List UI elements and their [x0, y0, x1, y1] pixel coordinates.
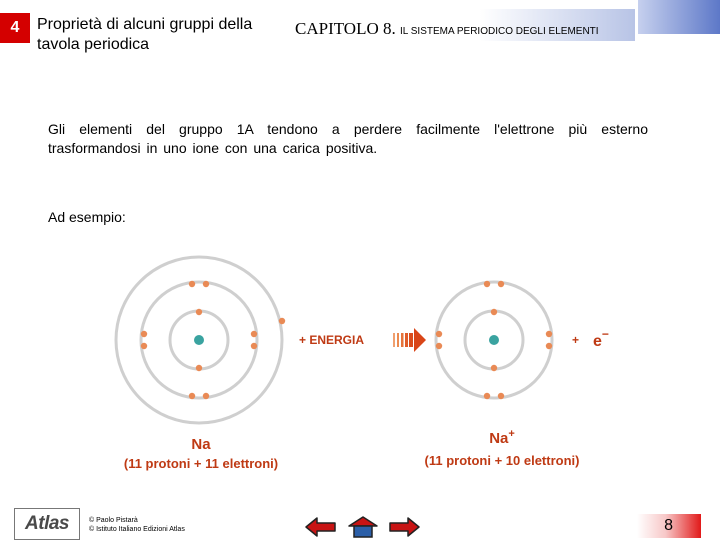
electron: [484, 281, 490, 287]
electron: [203, 393, 209, 399]
electron: [251, 343, 257, 349]
na-caption: (11 protoni + 11 elettroni): [123, 456, 279, 471]
logo-text: Atlas: [25, 513, 69, 534]
chapter-subtitle: IL SISTEMA PERIODICO DEGLI ELEMENTI: [400, 26, 599, 37]
arrow-right-icon: [386, 515, 422, 539]
na-ion-caption: (11 protoni + 10 elettroni): [424, 453, 580, 468]
electron: [491, 309, 497, 315]
arrow-left-icon: [303, 515, 339, 539]
electron: [436, 331, 442, 337]
electron-symbol: e−: [593, 327, 609, 350]
home-button[interactable]: [345, 515, 381, 539]
section-number-badge: 4: [0, 13, 30, 43]
electron: [203, 281, 209, 287]
electron: [498, 393, 504, 399]
electron: [498, 281, 504, 287]
electron: [189, 393, 195, 399]
electron: [546, 331, 552, 337]
example-label: Ad esempio:: [48, 209, 126, 225]
na-label: Na: [191, 436, 211, 453]
copyright-author: © Paolo Pistarà: [89, 517, 138, 524]
ion-nucleus: [489, 335, 499, 345]
electron: [436, 343, 442, 349]
electron: [484, 393, 490, 399]
valence-electron: [279, 318, 285, 324]
energy-arrow-icon: [393, 328, 426, 352]
copyright-publisher: © Istituto Italiano Edizioni Atlas: [89, 526, 185, 533]
section-title: Proprietà di alcuni gruppi della tavola periodica: [37, 16, 253, 53]
home-icon: [345, 515, 381, 539]
electron: [196, 309, 202, 315]
previous-slide-button[interactable]: [303, 515, 339, 539]
copyright-notice: [89, 516, 185, 534]
intro-paragraph: Gli elementi del gruppo 1A tendono a perdere facilmente l'elettrone più esterno trasformandosi in uno ione con una carica positiva.: [48, 121, 648, 156]
electron: [196, 365, 202, 371]
na-ion-label: Na+: [489, 428, 515, 447]
electron: [251, 331, 257, 337]
atlas-logo: [14, 508, 80, 540]
plus-sign: +: [572, 333, 580, 347]
electron: [546, 343, 552, 349]
next-slide-button[interactable]: [386, 515, 422, 539]
chapter-label: CAPITOLO 8.: [295, 19, 396, 38]
electron: [141, 331, 147, 337]
electron: [491, 365, 497, 371]
plus-energy-label: + ENERGIA: [299, 333, 365, 347]
electron: [141, 343, 147, 349]
sodium-ion: [436, 281, 552, 399]
sodium-atom: [116, 257, 285, 423]
page-number: 8: [664, 517, 673, 534]
atom-nucleus: [194, 335, 204, 345]
electron: [189, 281, 195, 287]
page-number-box: [637, 514, 701, 538]
